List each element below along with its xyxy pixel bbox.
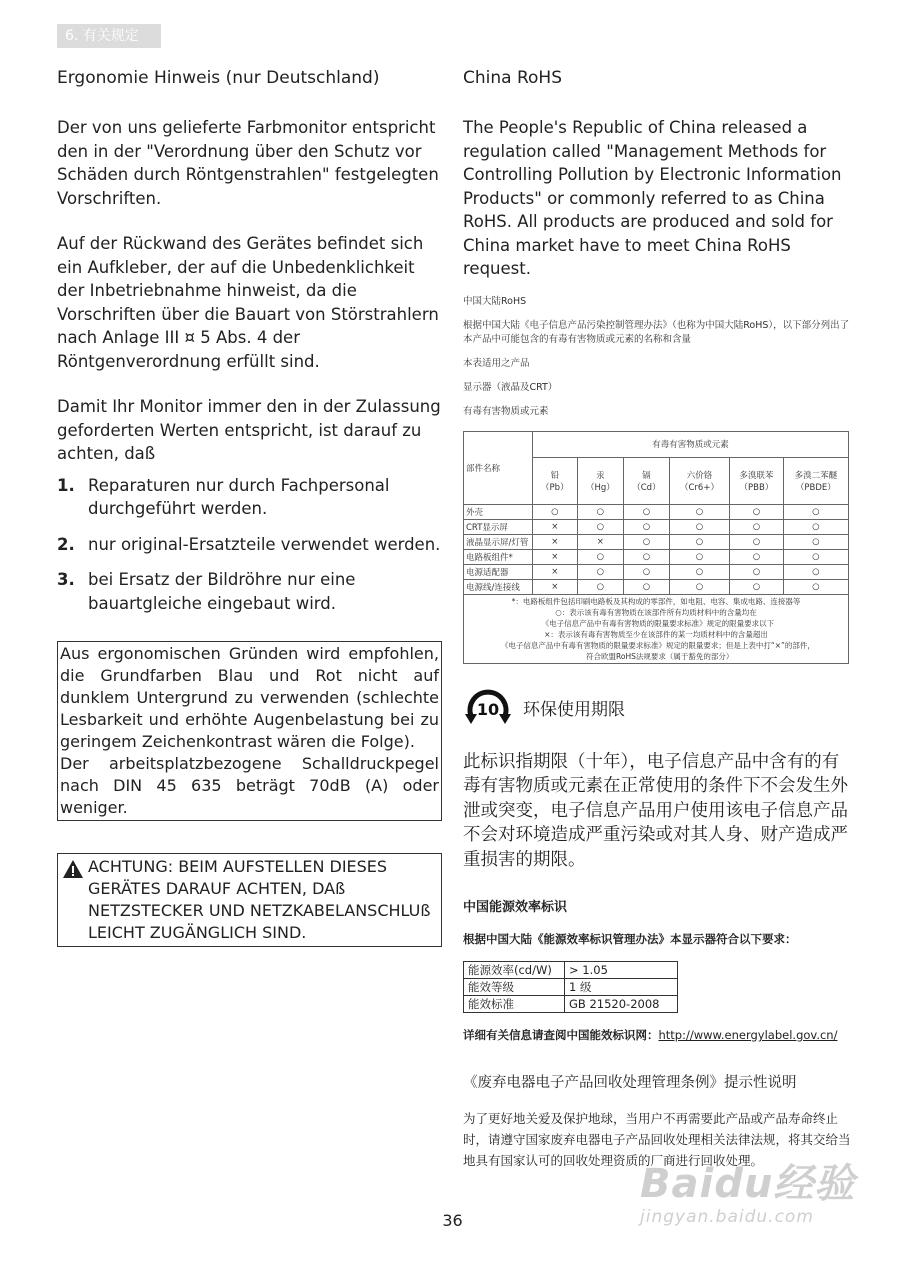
sound-pressure-text: Der arbeitsplatzbezogene Schalldruckpegel nach DIN 45 635 beträgt 70dB (A) oder weniger. [60,754,439,817]
rohs-table [463,431,849,664]
table-cell: > 1.05 [565,962,678,979]
rohs-note-line: *：电路板组件包括印刷电路板及其构成的零部件，如电阻、电容、集成电路、连接器等 [511,596,801,606]
compliance-mark: × [533,519,578,534]
rohs-note-line: ×：表示该有毒有害物质至少在该部件的某一均质材料中的含量超出 [544,629,768,639]
compliance-mark: ○ [624,564,670,579]
recycle-title: 《废弃电器电子产品回收处理管理条例》提示性说明 [463,1075,797,1091]
energy-table [463,961,678,1013]
list-text: nur original-Ersatzteile verwendet werden. [88,534,441,554]
substance-column-header: 汞 （Hg） [577,457,623,504]
compliance-mark: × [533,564,578,579]
table-row [464,534,849,549]
ergonomic-recommendation-box [57,641,442,821]
compliance-mark: × [577,534,623,549]
substance-column-header: 铅 （Pb） [533,457,578,504]
compliance-mark: ○ [730,549,784,564]
table-row [464,962,678,979]
compliance-mark: ○ [624,549,670,564]
exclamation-triangle-icon [58,856,88,944]
part-name: 外壳 [464,504,533,519]
compliance-mark: ○ [669,504,729,519]
substance-column-header: 镉 （Cd） [624,457,670,504]
rohs-note-line: ○：表示该有毒有害物质在该部件所有均质材料中的含量均在 [555,607,757,617]
compliance-mark: ○ [669,579,729,594]
china-rohs-heading: China RoHS [463,68,562,88]
rohs-notes [464,594,849,663]
cn-label-1: 中国大陆RoHS [463,295,527,307]
ten-year-circle-icon [463,686,513,730]
compliance-mark: ○ [577,504,623,519]
energy-link-line [463,1027,853,1043]
energy-subtitle: 根据中国大陆《能源效率标识管理办法》本显示器符合以下要求： [463,932,797,946]
list-number: 3. [57,570,75,589]
ergonomie-heading: Ergonomie Hinweis (nur Deutschland) [57,68,380,88]
compliance-mark: ○ [577,579,623,594]
compliance-mark: ○ [730,564,784,579]
right-column [463,68,853,1171]
section-tab: 6. 有关规定 [57,24,161,48]
table-cell: GB 21520-2008 [565,996,678,1013]
compliance-mark: ○ [533,504,578,519]
compliance-mark: ○ [783,579,848,594]
energy-link-label: 详细有关信息请查阅中国能效标识网： [463,1028,659,1042]
compliance-mark: ○ [669,534,729,549]
cn-label-2: 根据中国大陆《电子信息产品污染控制管理办法》（也称为中国大陆RoHS），以下部分列出了本产品中可能包含的有毒有害物质或元素的名称和含量 [463,319,850,345]
badge-number: 10 [476,699,500,719]
watermark-brand: Baidu经验 [640,1161,856,1207]
list-number: 2. [57,534,75,554]
compliance-mark: ○ [669,549,729,564]
substance-column-header: 多溴二苯醚 （PBDE） [783,457,848,504]
baidu-watermark [640,1152,855,1227]
part-name: CRT显示屏 [464,519,533,534]
ergonomie-para-2: Auf der Rückwand des Gerätes befindet sich ein Aufkleber, der auf die Unbedenklichkeit der Inbetriebnahme hinweist, da die Vorschriften über die Bauart von Störstrahlern nach Anlage III ¤ 5 Abs. 4 der Röntgenverordnung erfüllt sind. [57,234,439,371]
rohs-note-line: 符合欧盟RoHS法规要求（属于豁免的部分） [578,651,734,661]
table-cell: 1 级 [565,979,678,996]
compliance-mark: ○ [783,504,848,519]
recycle-paragraph: 为了更好地关爱及保护地球，当用户不再需要此产品或产品寿命终止时，请遵守国家废弃电器电子产品回收处理相关法律法规，将其交给当地具有国家认可的回收处理资质的厂商进行回收处理。 [463,1111,851,1168]
table-row [464,564,849,579]
list-number: 1. [57,475,75,495]
list-item [57,568,442,615]
ergonomie-para-1: Der von uns gelieferte Farbmonitor entspricht den in der "Verordnung über den Schutz vor Schäden durch Röntgenstrahlen" festgelegten Vorschriften. [57,118,439,208]
compliance-mark: ○ [577,564,623,579]
table-row [464,979,678,996]
substance-column-header: 多溴联苯 （PBB） [730,457,784,504]
requirements-list [57,474,442,616]
page-number: 36 [442,1211,463,1230]
watermark-url: jingyan.baidu.com [640,1207,814,1227]
compliance-mark: ○ [669,564,729,579]
compliance-mark: ○ [624,504,670,519]
part-header: 部件名称 [464,431,533,504]
eco-period-text: 此标识指期限（十年），电子信息产品中含有的有毒有害物质或元素在正常使用的条件下不会发生外泄或突变，电子信息产品用户使用该电子信息产品不会对环境造成严重污染或对其人身、财产造成严重损害的期限。 [463,751,848,870]
part-name: 电源适配器 [464,564,533,579]
compliance-mark: ○ [783,549,848,564]
compliance-mark: × [533,549,578,564]
rohs-note-line: 《电子信息产品中有毒有害物质的限量要求标准》规定的限量要求以下 [537,618,775,628]
compliance-mark: ○ [669,519,729,534]
table-cell: 能效标准 [464,996,565,1013]
part-name: 液晶显示屏/灯管 [464,534,533,549]
rohs-body [464,504,849,594]
part-name: 电路板组件* [464,549,533,564]
warning-text: ACHTUNG: BEIM AUFSTELLEN DIESES GERÄTES DARAUF ACHTEN, DAß NETZSTECKER UND NETZKABELANSCHLUß LEICHT ZUGÄNGLICH SIND. [88,857,431,942]
china-rohs-para: The People's Republic of China released a regulation called "Management Methods for Controlling Pollution by Electronic Information Products" or commonly referred to as China RoHS. All products are produced and sold for China market have to meet China RoHS request. [463,118,842,278]
list-text: bei Ersatz der Bildröhre nur eine bauartgleiche eingebaut wird. [88,570,356,613]
table-row [464,996,678,1013]
cn-label-5: 有毒有害物质或元素 [463,405,549,417]
compliance-mark: ○ [730,519,784,534]
compliance-mark: ○ [624,519,670,534]
compliance-mark: ○ [730,534,784,549]
table-row [464,549,849,564]
warning-box [57,853,442,947]
cn-label-4: 显示器（液晶及CRT） [463,381,558,393]
recommendation-text: Aus ergonomischen Gründen wird empfohlen, die Grundfarben Blau und Rot nicht auf dunklem Untergrund zu verwenden (schlechte Lesbarkeit und erhöhte Augenbelastung bei zu geringem Zeichenkontrast wären die Folge). [60,644,439,751]
cn-label-3: 本表适用之产品 [463,357,530,369]
substance-column-header: 六价铬 （Cr6+） [669,457,729,504]
compliance-mark: ○ [783,534,848,549]
compliance-mark: ○ [577,519,623,534]
left-column [57,68,442,947]
list-item [57,474,442,521]
table-cell: 能效等级 [464,979,565,996]
compliance-mark: ○ [783,564,848,579]
compliance-mark: × [533,579,578,594]
eco-period-badge [463,686,853,730]
list-text: Reparaturen nur durch Fachpersonal durchgeführt werden. [88,475,390,518]
table-row [464,519,849,534]
table-cell: 能源效率(cd/W) [464,962,565,979]
group-header: 有毒有害物质或元素 [533,431,849,457]
rohs-note-line: 《电子信息产品中有毒有害物质的限量要求标准》规定的限量要求；但是上表中打“×”的部件， [497,640,815,650]
badge-label: 环保使用期限 [523,700,625,720]
table-row [464,579,849,594]
compliance-mark: ○ [730,579,784,594]
compliance-mark: ○ [783,519,848,534]
compliance-mark: ○ [730,504,784,519]
energy-label-link[interactable]: http://www.energylabel.gov.cn/ [658,1028,838,1042]
table-row [464,504,849,519]
ergonomie-para-3: Damit Ihr Monitor immer den in der Zulassung geforderten Werten entspricht, ist darauf zu achten, daß [57,397,441,463]
list-item [57,533,442,557]
compliance-mark: ○ [624,534,670,549]
energy-heading: 中国能源效率标识 [463,900,568,915]
compliance-mark: × [533,534,578,549]
part-name: 电源线/连接线 [464,579,533,594]
compliance-mark: ○ [577,549,623,564]
compliance-mark: ○ [624,579,670,594]
